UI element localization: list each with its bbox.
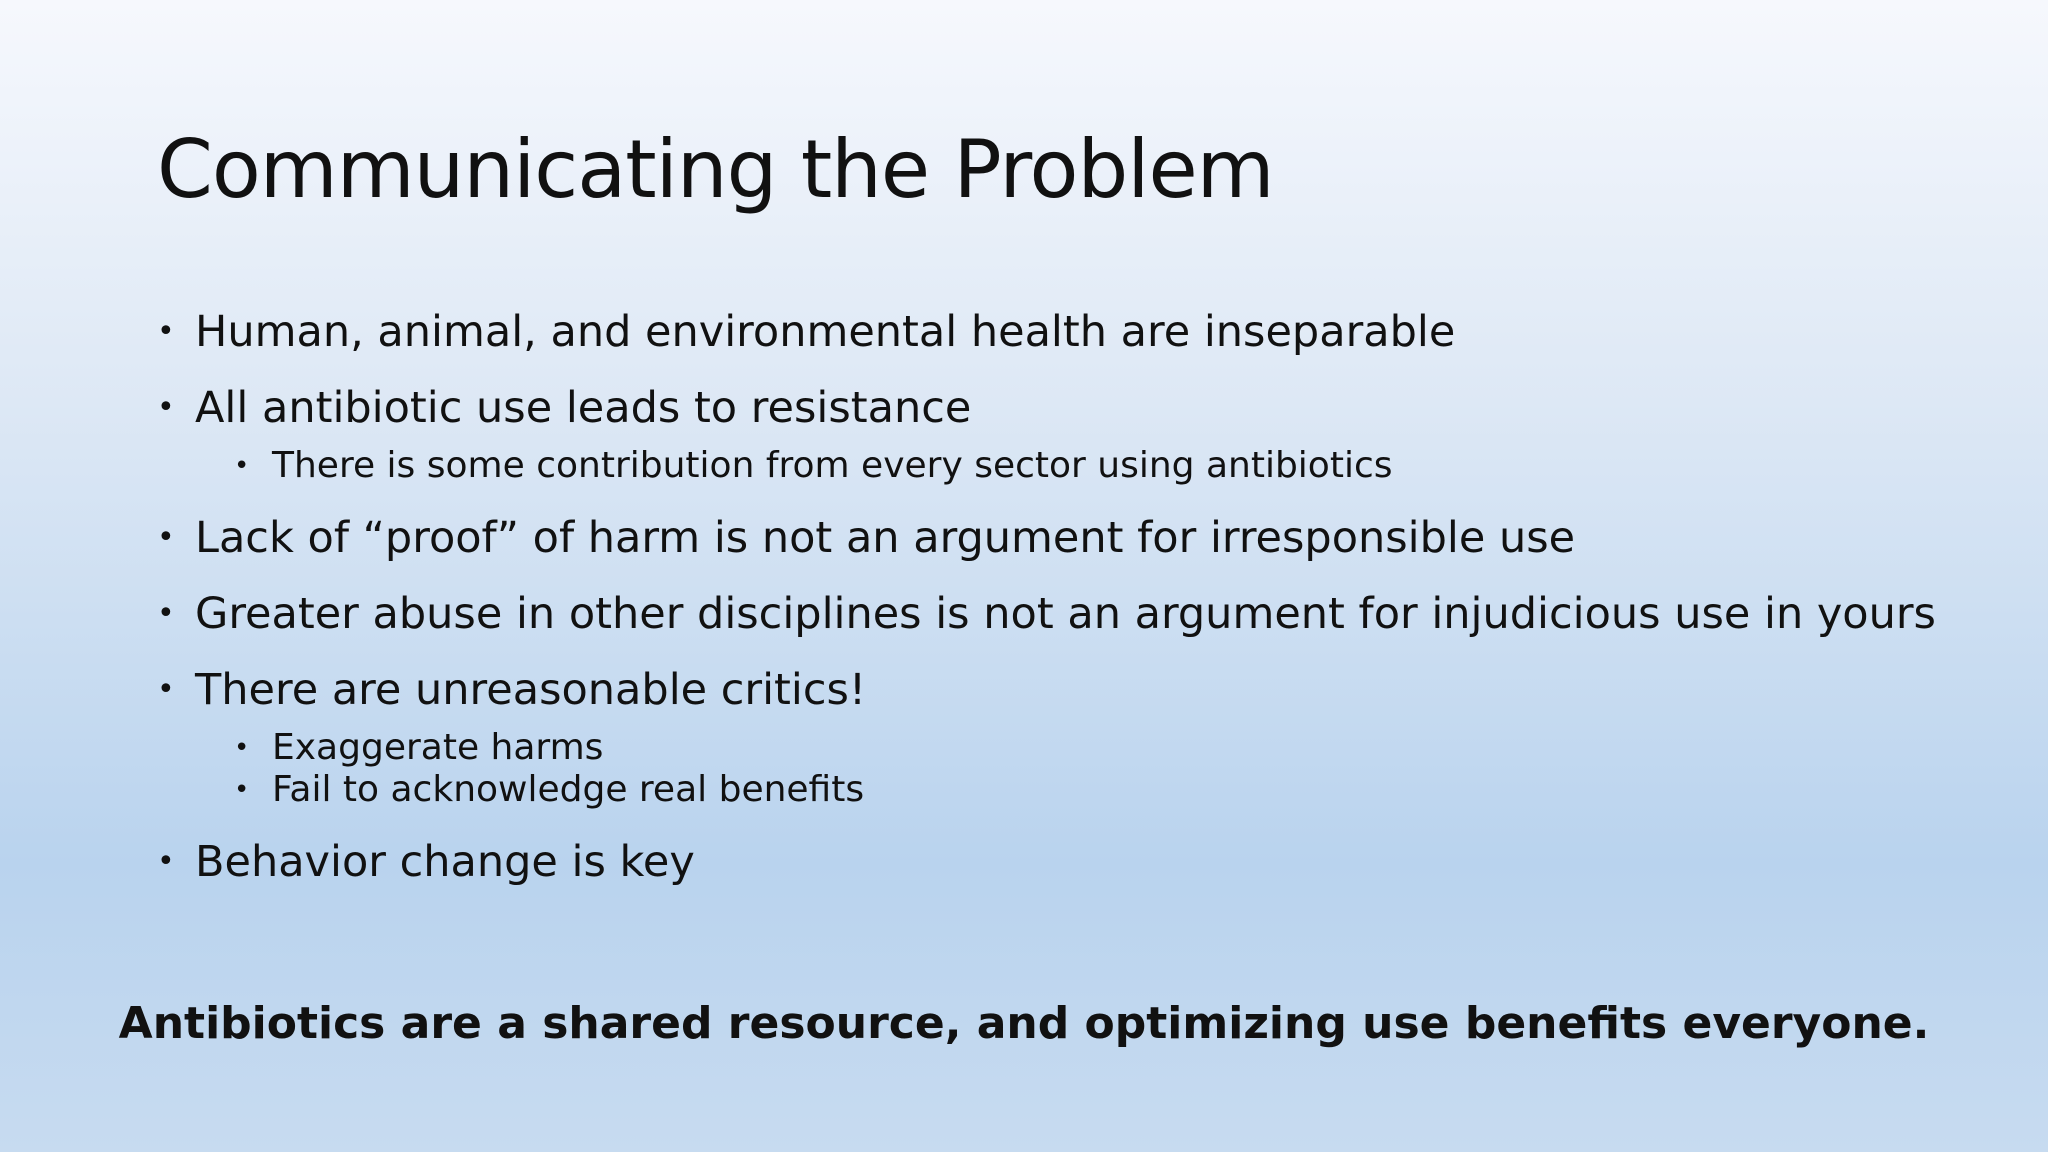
bullet-dot-icon: • bbox=[157, 672, 175, 707]
sub-bullet-text: Fail to acknowledge real benefits bbox=[272, 769, 865, 810]
slide-title: Communicating the Problem bbox=[157, 123, 1274, 216]
bullet-item bbox=[157, 835, 1936, 889]
bullet-item bbox=[157, 511, 1936, 565]
bullet-list bbox=[157, 305, 1936, 911]
bullet-text: Lack of “proof” of harm is not an argument for irresponsible use bbox=[195, 513, 1576, 563]
bullet-text: Human, animal, and environmental health are inseparable bbox=[195, 307, 1456, 357]
bullet-dot-icon: • bbox=[157, 596, 175, 631]
bullet-item bbox=[157, 381, 1936, 435]
bullet-item bbox=[157, 587, 1936, 641]
bullet-text: Greater abuse in other disciplines is not an argument for injudicious use in yours bbox=[195, 589, 1936, 639]
sub-bullet-item bbox=[157, 767, 1936, 813]
bullet-item bbox=[157, 305, 1936, 359]
bullet-text: Behavior change is key bbox=[195, 837, 695, 887]
bullet-item bbox=[157, 663, 1936, 717]
bullet-dot-icon: • bbox=[157, 314, 175, 349]
sub-bullet-text: There is some contribution from every sector using antibiotics bbox=[272, 445, 1393, 486]
bullet-dot-icon: • bbox=[157, 844, 175, 879]
bullet-dot-icon: • bbox=[234, 775, 250, 805]
bullet-text: All antibiotic use leads to resistance bbox=[195, 383, 972, 433]
bullet-dot-icon: • bbox=[234, 451, 250, 481]
bullet-text: There are unreasonable critics! bbox=[195, 665, 867, 715]
sub-bullet-item bbox=[157, 725, 1936, 771]
bullet-dot-icon: • bbox=[234, 733, 250, 763]
bullet-dot-icon: • bbox=[157, 390, 175, 425]
sub-bullet-item bbox=[157, 443, 1936, 489]
takeaway-statement: Antibiotics are a shared resource, and optimizing use benefits everyone. bbox=[118, 998, 1930, 1049]
bullet-dot-icon: • bbox=[157, 520, 175, 555]
sub-bullet-text: Exaggerate harms bbox=[272, 727, 604, 768]
